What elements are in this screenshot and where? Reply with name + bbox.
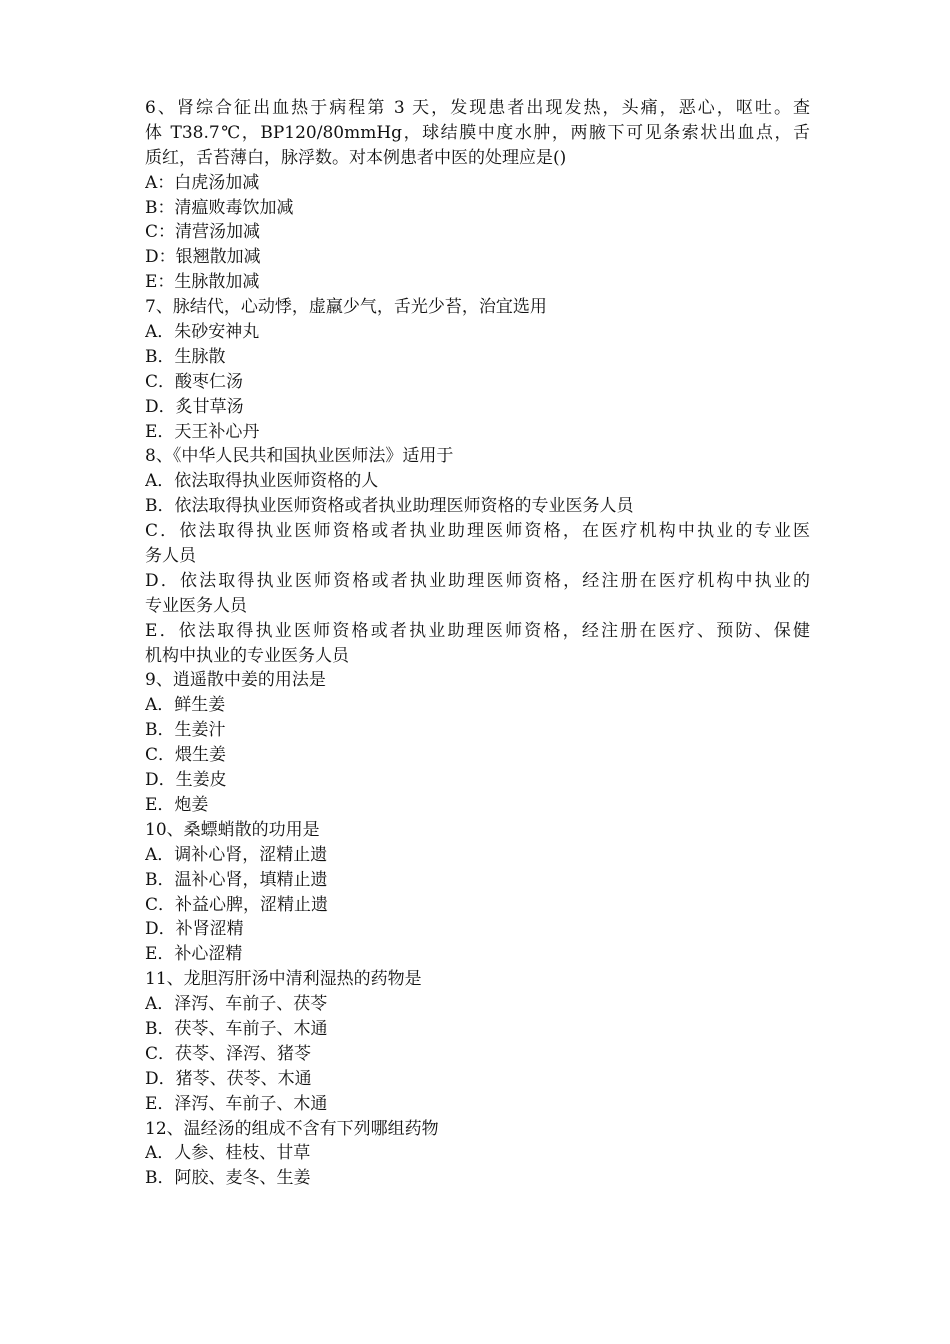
option-a: A．鲜生姜 [145, 695, 226, 716]
document-page [145, 96, 810, 1191]
option-e: E．补心涩精 [145, 944, 243, 965]
option-c-continued: 务人员 [145, 546, 196, 567]
question-stem-line: 12、温经汤的组成不含有下列哪组药物 [145, 1118, 439, 1139]
option-a: A．调补心肾，涩精止遗 [145, 844, 328, 865]
option-c: C：清营汤加减 [145, 222, 261, 243]
option-c: C．煨生姜 [145, 745, 227, 766]
question-11 [145, 967, 810, 1116]
question-9 [145, 668, 810, 817]
question-stem-line: 9、逍遥散中姜的用法是 [145, 670, 326, 691]
question-stem-line: 10、桑螵蛸散的功用是 [145, 819, 320, 840]
option-b: B．生姜汁 [145, 720, 226, 741]
option-b: B．依法取得执业医师资格或者执业助理医师资格的专业医务人员 [145, 496, 634, 517]
question-stem-line: 体 T38.7℃，BP120/80mmHg，球结膜中度水肿，两腋下可见条索状出血点，舌 [145, 122, 810, 143]
option-b: B．温补心肾，填精止遗 [145, 869, 328, 890]
option-a: A．人参、桂枝、甘草 [145, 1143, 311, 1164]
option-d: D．炙甘草汤 [145, 396, 244, 417]
option-e: E：生脉散加减 [145, 272, 260, 293]
question-8 [145, 444, 810, 668]
question-stem-line: 7、脉结代，心动悸，虚羸少气，舌光少苔，治宜选用 [145, 297, 547, 318]
question-7 [145, 295, 810, 444]
question-stem-line: 11、龙胆泻肝汤中清利湿热的药物是 [145, 969, 422, 990]
option-d: D．依法取得执业医师资格或者执业助理医师资格，经注册在医疗机构中执业的 [145, 570, 810, 591]
question-12 [145, 1117, 810, 1192]
option-d: D：银翘散加减 [145, 247, 261, 268]
question-stem-line: 质红，舌苔薄白，脉浮数。对本例患者中医的处理应是() [145, 147, 567, 168]
option-c: C．依法取得执业医师资格或者执业助理医师资格，在医疗机构中执业的专业医 [145, 521, 810, 542]
option-b: B．生脉散 [145, 346, 226, 367]
question-stem-line: 6、肾综合征出血热于病程第 3 天，发现患者出现发热，头痛，恶心，呕吐。查 [145, 98, 810, 118]
option-a: A．朱砂安神丸 [145, 322, 260, 343]
option-e: E．炮姜 [145, 794, 209, 815]
option-d: D．猪苓、茯苓、木通 [145, 1068, 312, 1089]
option-c: C．茯苓、泽泻、猪苓 [145, 1043, 312, 1064]
question-6 [145, 96, 810, 295]
option-c: C．酸枣仁汤 [145, 371, 244, 392]
option-d-continued: 专业医务人员 [145, 595, 247, 616]
question-stem-line: 8、《中华人民共和国执业医师法》适用于 [145, 446, 454, 467]
option-e: E．泽泻、车前子、木通 [145, 1093, 328, 1114]
option-b: B．阿胶、麦冬、生姜 [145, 1168, 311, 1189]
option-e: E．天王补心丹 [145, 421, 260, 442]
option-d: D．补肾涩精 [145, 919, 244, 940]
option-b: B：清瘟败毒饮加减 [145, 197, 294, 218]
option-a: A．依法取得执业医师资格的人 [145, 471, 379, 492]
option-b: B．茯苓、车前子、木通 [145, 1018, 328, 1039]
option-d: D．生姜皮 [145, 770, 227, 791]
option-e-continued: 机构中执业的专业医务人员 [145, 645, 349, 666]
option-e: E．依法取得执业医师资格或者执业助理医师资格，经注册在医疗、预防、保健 [145, 620, 810, 641]
question-10 [145, 818, 810, 967]
option-c: C．补益心脾，涩精止遗 [145, 894, 329, 915]
option-a: A：白虎汤加减 [145, 172, 260, 193]
option-a: A．泽泻、车前子、茯苓 [145, 994, 328, 1015]
